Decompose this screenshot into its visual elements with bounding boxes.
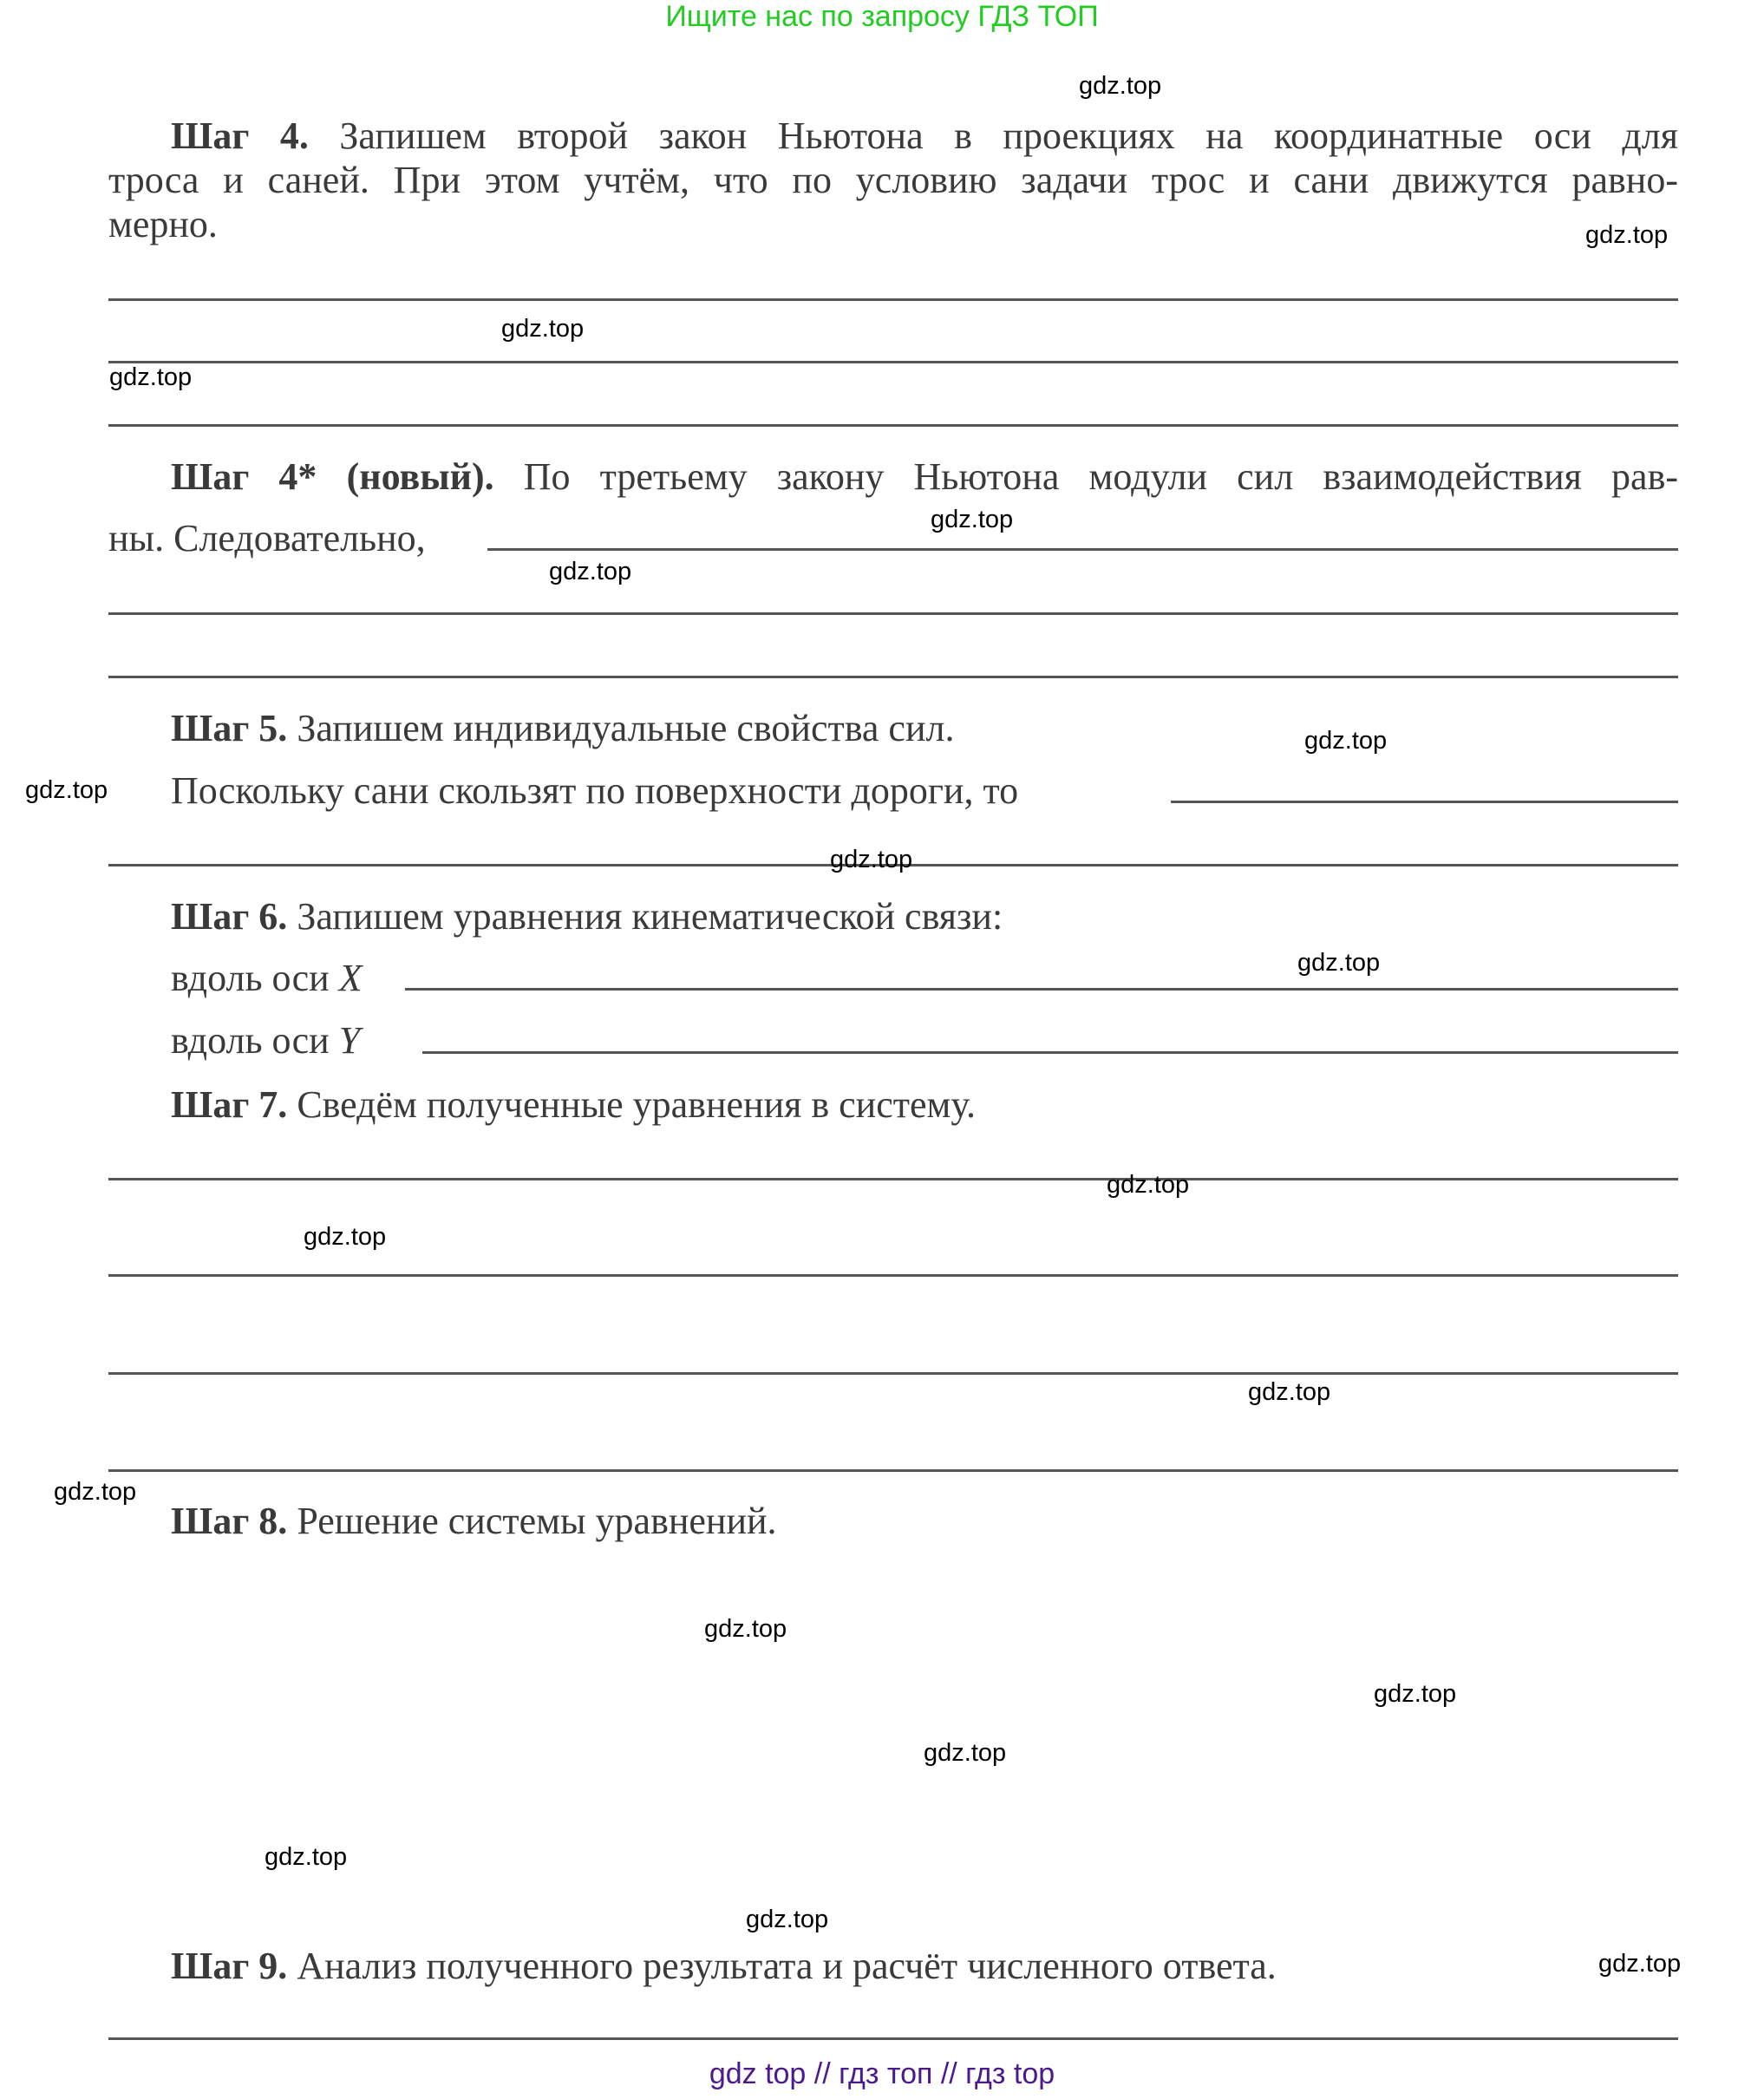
watermark: gdz.top (1248, 1378, 1331, 1406)
step4n-line1 (171, 454, 1678, 500)
watermark: gdz.top (1585, 221, 1669, 249)
step5-text1: Запишем индивидуальные свойства сил. (297, 707, 955, 749)
watermark: gdz.top (25, 776, 108, 804)
watermark: gdz.top (1304, 727, 1388, 755)
answer-line[interactable] (108, 1178, 1678, 1180)
answer-line[interactable] (108, 676, 1678, 678)
step4n-text1: По третьему закону Ньютона модули сил взаимодействия рав- (523, 455, 1679, 498)
answer-line-y[interactable] (422, 1051, 1678, 1054)
step5-line2: Поскольку сани скользят по поверхности дороги, то (171, 769, 1019, 812)
step4-line3: мерно. (108, 203, 218, 245)
step6-text1: Запишем уравнения кинематической связи: (297, 895, 1003, 938)
axis-x-label (171, 956, 363, 1001)
watermark: gdz.top (109, 363, 193, 391)
watermark: gdz.top (1374, 1680, 1457, 1708)
step4-label: Шаг 4. (171, 114, 309, 157)
axis-y-label (171, 1018, 360, 1063)
axis-y-var: Y (338, 1019, 361, 1062)
step9-line1 (171, 1944, 1277, 1989)
answer-line[interactable] (108, 298, 1678, 301)
answer-line[interactable] (108, 361, 1678, 363)
answer-line[interactable] (108, 424, 1678, 427)
answer-line-x[interactable] (405, 988, 1678, 991)
step8-line1 (171, 1499, 777, 1544)
watermark: gdz.top (746, 1906, 829, 1933)
watermark: gdz.top (501, 315, 585, 343)
step5-label: Шаг 5. (171, 707, 288, 749)
answer-line[interactable] (108, 612, 1678, 615)
step4-line2: троса и саней. При этом учтём, что по условию задачи трос и сани движутся равно- (108, 159, 1678, 201)
watermark: gdz.top (54, 1478, 137, 1506)
step8-label: Шаг 8. (171, 1500, 288, 1542)
answer-line[interactable] (108, 2037, 1678, 2040)
step9-text1: Анализ полученного результата и расчёт численного ответа. (297, 1945, 1277, 1987)
answer-line[interactable] (1171, 801, 1678, 803)
watermark: gdz.top (1297, 949, 1381, 977)
step4n-line2: ны. Следовательно, (108, 517, 426, 559)
watermark: gdz.top (931, 506, 1014, 533)
watermark: gdz.top (549, 558, 632, 585)
watermark: gdz.top (1598, 1950, 1682, 1978)
watermark: gdz.top (304, 1223, 387, 1251)
watermark: gdz.top (1079, 72, 1162, 100)
step4-line1 (171, 114, 1678, 159)
site-banner: Ищите нас по запросу ГДЗ ТОП (665, 0, 1099, 33)
watermark: gdz.top (924, 1739, 1007, 1767)
answer-line[interactable] (108, 1469, 1678, 1472)
axis-y-prefix: вдоль оси (171, 1019, 330, 1062)
step8-text1: Решение системы уравнений. (297, 1500, 777, 1542)
step4n-label: Шаг 4* (новый). (171, 455, 494, 498)
step7-label: Шаг 7. (171, 1083, 288, 1126)
step6-label: Шаг 6. (171, 895, 288, 938)
step5-line1 (171, 706, 954, 751)
watermark: gdz.top (830, 846, 913, 873)
step6-line1 (171, 894, 1003, 939)
answer-line[interactable] (108, 1372, 1678, 1375)
watermark: gdz.top (265, 1843, 348, 1871)
watermark: gdz.top (704, 1615, 787, 1643)
axis-x-prefix: вдоль оси (171, 957, 330, 999)
step7-text1: Сведём полученные уравнения в систему. (297, 1083, 976, 1126)
step9-label: Шаг 9. (171, 1945, 288, 1987)
answer-line[interactable] (108, 1274, 1678, 1277)
axis-x-var: X (338, 957, 363, 999)
answer-line[interactable] (487, 548, 1678, 551)
footer-links: gdz top // гдз топ // гдз top (709, 2057, 1055, 2090)
step7-line1 (171, 1082, 976, 1128)
watermark: gdz.top (1107, 1171, 1190, 1199)
step4-text1: Запишем второй закон Ньютона в проекциях на координатные оси для (339, 114, 1678, 157)
